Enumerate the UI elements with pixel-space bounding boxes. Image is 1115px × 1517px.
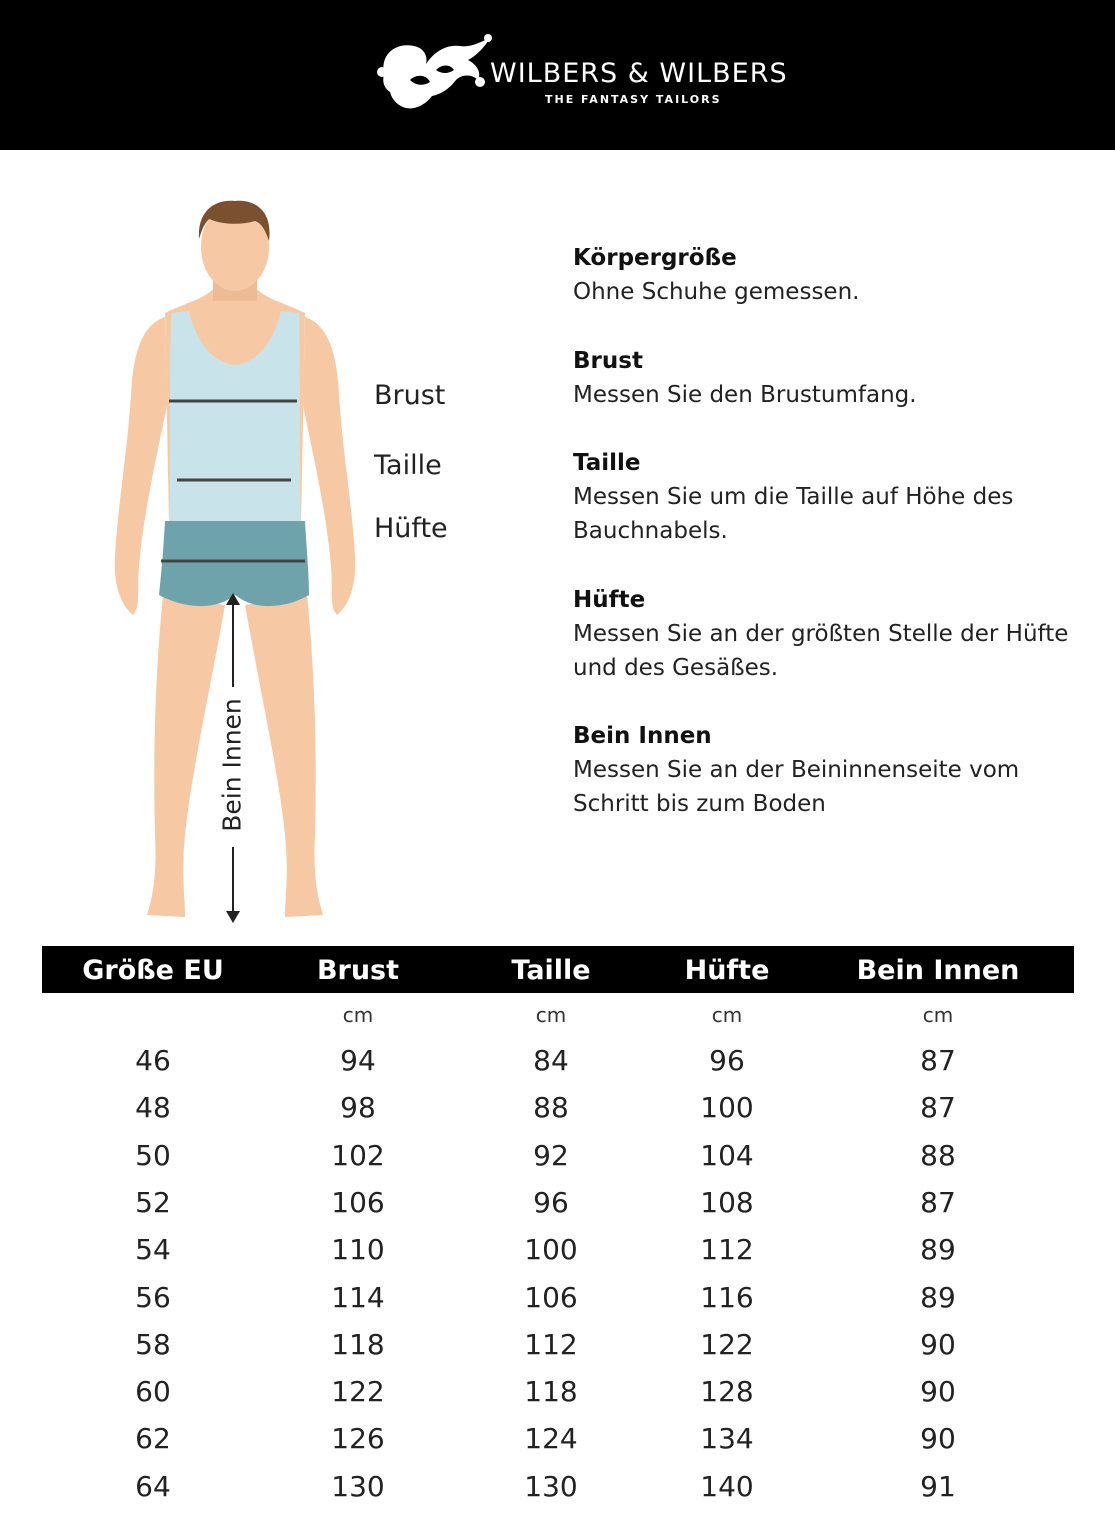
table-cell-hip: 100 — [700, 1091, 754, 1125]
table-cell-inseam: 90 — [920, 1422, 956, 1456]
table-cell-hip: 108 — [700, 1185, 754, 1219]
figure-label-hip: Hüfte — [374, 513, 448, 544]
table-cell-hip: 128 — [700, 1375, 754, 1409]
table-cell-chest: 118 — [331, 1327, 385, 1361]
table-cell-size: 58 — [135, 1327, 171, 1361]
table-row — [42, 1091, 1074, 1138]
table-cell-inseam: 89 — [920, 1233, 956, 1267]
instruction-hip — [573, 583, 1093, 685]
table-cell-inseam: 90 — [920, 1327, 956, 1361]
table-cell-chest: 110 — [331, 1233, 385, 1267]
instruction-text: Messen Sie an der Beininnenseite vom Schritt bis zum Boden — [573, 757, 1020, 817]
table-cell-chest: 126 — [331, 1422, 385, 1456]
column-header-chest: Brust — [316, 955, 400, 986]
table-row — [42, 1044, 1074, 1091]
table-cell-chest: 106 — [331, 1185, 385, 1219]
table-cell-size: 60 — [135, 1375, 171, 1409]
table-cell-chest: 94 — [340, 1044, 376, 1077]
table-cell-chest: 130 — [331, 1469, 385, 1503]
table-cell-size: 48 — [135, 1091, 171, 1125]
table-cell-waist: 106 — [524, 1280, 578, 1314]
table-cell-waist: 88 — [533, 1091, 569, 1125]
figure-label-chest: Brust — [374, 380, 446, 411]
table-cell-waist: 118 — [524, 1375, 578, 1409]
instruction-text: Messen Sie um die Taille auf Höhe des Bauchnabels. — [573, 484, 1014, 544]
table-cell-inseam: 87 — [920, 1185, 956, 1219]
table-cell-waist: 112 — [524, 1327, 578, 1361]
unit-label-chest: cm — [342, 1003, 374, 1027]
instruction-text: Messen Sie den Brustumfang. — [573, 382, 917, 408]
instruction-title: Brust — [573, 348, 643, 374]
instruction-waist — [573, 446, 1093, 548]
unit-label-waist: cm — [535, 1003, 567, 1027]
size-table-header — [42, 946, 1074, 993]
table-cell-hip: 112 — [700, 1233, 754, 1267]
instruction-chest — [573, 344, 1093, 412]
table-cell-inseam: 90 — [920, 1375, 956, 1409]
table-cell-size: 64 — [135, 1469, 171, 1503]
table-row — [42, 1233, 1074, 1280]
table-cell-hip: 134 — [700, 1422, 754, 1456]
table-cell-size: 46 — [135, 1044, 171, 1077]
table-cell-waist: 96 — [533, 1185, 569, 1219]
table-row — [42, 1281, 1074, 1328]
brand-header — [0, 0, 1115, 150]
instruction-text: Ohne Schuhe gemessen. — [573, 279, 860, 305]
table-cell-inseam: 87 — [920, 1091, 956, 1125]
table-cell-waist: 130 — [524, 1469, 578, 1503]
column-header-hip: Hüfte — [684, 955, 770, 986]
instruction-title: Bein Innen — [573, 723, 712, 749]
column-header-size: Größe EU — [82, 955, 224, 986]
table-row — [42, 1470, 1074, 1517]
table-cell-hip: 140 — [700, 1469, 754, 1503]
table-cell-hip: 116 — [700, 1280, 754, 1314]
table-cell-chest: 102 — [331, 1138, 385, 1172]
table-cell-size: 54 — [135, 1233, 171, 1267]
table-cell-hip: 122 — [700, 1327, 754, 1361]
table-cell-inseam: 87 — [920, 1044, 956, 1077]
table-cell-waist: 100 — [524, 1233, 578, 1267]
instruction-height — [573, 241, 1093, 309]
table-cell-size: 50 — [135, 1138, 171, 1172]
table-cell-chest: 122 — [331, 1375, 385, 1409]
table-cell-inseam: 88 — [920, 1138, 956, 1172]
instruction-title: Hüfte — [573, 587, 646, 613]
figure-label-waist: Taille — [374, 450, 442, 481]
table-row — [42, 1422, 1074, 1469]
table-cell-size: 52 — [135, 1185, 171, 1219]
table-cell-chest: 114 — [331, 1280, 385, 1314]
table-cell-size: 62 — [135, 1422, 171, 1456]
instruction-text: Messen Sie an der größten Stelle der Hüfte und des Gesäßes. — [573, 621, 1069, 681]
unit-label-inseam: cm — [922, 1003, 954, 1027]
instruction-title: Körpergröße — [573, 245, 737, 271]
table-row — [42, 1328, 1074, 1375]
column-header-waist: Taille — [511, 955, 591, 986]
table-cell-chest: 98 — [340, 1091, 376, 1125]
jester-hat-logo-icon — [376, 34, 494, 114]
table-cell-waist: 124 — [524, 1422, 578, 1456]
instruction-inseam — [573, 719, 1093, 821]
table-cell-inseam: 91 — [920, 1469, 956, 1503]
instruction-title: Taille — [573, 450, 641, 476]
table-row — [42, 1139, 1074, 1186]
figure-label-inseam: Bein Innen — [217, 698, 247, 832]
table-row — [42, 1186, 1074, 1233]
table-cell-inseam: 89 — [920, 1280, 956, 1314]
table-cell-waist: 92 — [533, 1138, 569, 1172]
table-row — [42, 1375, 1074, 1422]
table-cell-size: 56 — [135, 1280, 171, 1314]
table-cell-hip: 104 — [700, 1138, 754, 1172]
table-cell-waist: 84 — [533, 1044, 569, 1077]
brand-tagline: THE FANTASY TAILORS — [545, 93, 722, 106]
unit-label-hip: cm — [711, 1003, 743, 1027]
column-header-inseam: Bein Innen — [856, 955, 1020, 986]
brand-name: WILBERS & WILBERS — [490, 58, 788, 89]
table-cell-hip: 96 — [709, 1044, 745, 1077]
